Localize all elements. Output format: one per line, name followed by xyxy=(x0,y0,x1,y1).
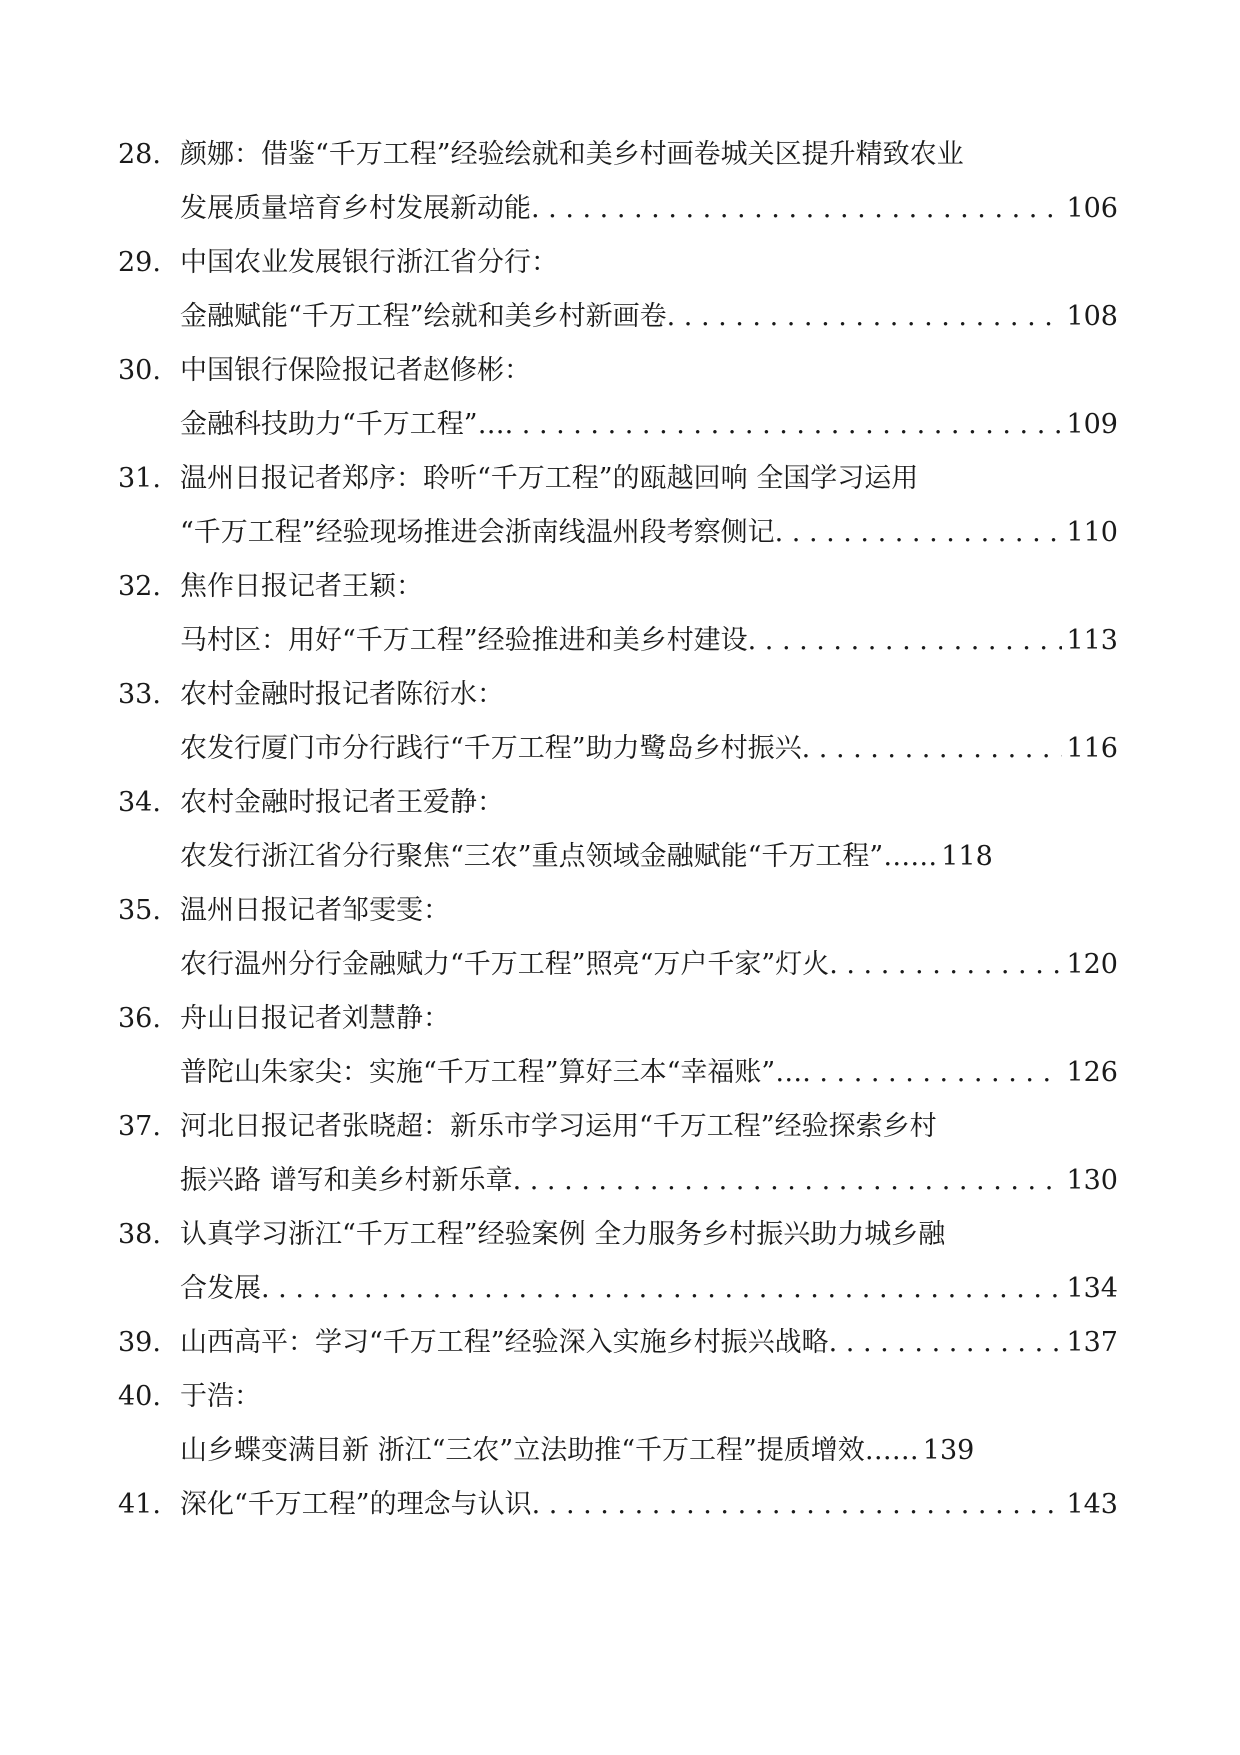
toc-number: 39. xyxy=(118,1327,161,1358)
toc-line xyxy=(118,938,1118,992)
toc-entry[interactable] xyxy=(118,668,1118,776)
toc-entry[interactable] xyxy=(118,992,1118,1100)
toc-entry[interactable] xyxy=(118,344,1118,452)
toc-title: 合发展 xyxy=(180,1273,261,1304)
toc-entry[interactable] xyxy=(118,236,1118,344)
dot-leader xyxy=(532,1478,1063,1532)
toc-line xyxy=(118,506,1118,560)
toc-page-number: 139 xyxy=(922,1435,975,1466)
toc-page-number: 106 xyxy=(1066,193,1118,224)
toc-title: 颜娜：借鉴“千万工程”经验绘就和美乡村画卷城关区提升精致农业 xyxy=(180,139,964,170)
toc-title: 温州日报记者邹雯雯： xyxy=(180,895,450,926)
dot-leader xyxy=(505,398,1063,452)
toc-number: 31. xyxy=(118,463,161,494)
toc-page-number: 108 xyxy=(1066,301,1118,332)
toc-title: 振兴路 谱写和美乡村新乐章 xyxy=(180,1165,513,1196)
toc-page-number: 109 xyxy=(1066,409,1118,440)
toc-page-number: 110 xyxy=(1066,517,1118,548)
toc-entry[interactable] xyxy=(118,1316,1118,1370)
dot-leader xyxy=(513,1154,1063,1208)
toc-line xyxy=(118,290,1118,344)
toc-page-number: 126 xyxy=(1066,1057,1118,1088)
toc-line xyxy=(118,722,1118,776)
toc-title: 山乡蝶变满目新 浙江“三农”立法助推“千万工程”提质增效…… xyxy=(180,1435,919,1466)
toc-page-number: 113 xyxy=(1066,625,1118,656)
toc-title: 普陀山朱家尖：实施“千万工程”算好三本“幸福账”… xyxy=(180,1057,803,1088)
toc-title: 焦作日报记者王颖： xyxy=(180,571,423,602)
toc-title: “千万工程”经验现场推进会浙南线温州段考察侧记 xyxy=(180,517,775,548)
toc-title: 温州日报记者郑序：聆听“千万工程”的瓯越回响 全国学习运用 xyxy=(180,463,919,494)
toc-line xyxy=(118,1046,1118,1100)
toc-title: 山西高平：学习“千万工程”经验深入实施乡村振兴战略 xyxy=(180,1327,829,1358)
toc-line xyxy=(118,1154,1118,1208)
toc-line xyxy=(118,398,1118,452)
toc-line xyxy=(118,344,1118,398)
toc-title: 中国银行保险报记者赵修彬： xyxy=(180,355,531,386)
toc-entry[interactable] xyxy=(118,128,1118,236)
toc-line xyxy=(118,128,1118,182)
toc-line xyxy=(118,614,1118,668)
dot-leader xyxy=(802,722,1063,776)
toc-title: 金融赋能“千万工程”绘就和美乡村新画卷 xyxy=(180,301,667,332)
toc-number: 36. xyxy=(118,1003,161,1034)
toc-line xyxy=(118,992,1118,1046)
toc-title: 马村区：用好“千万工程”经验推进和美乡村建设 xyxy=(180,625,748,656)
toc-page-number: 120 xyxy=(1066,949,1118,980)
toc-number: 33. xyxy=(118,679,161,710)
toc-entry[interactable] xyxy=(118,884,1118,992)
toc-page-number: 137 xyxy=(1066,1327,1118,1358)
toc-line xyxy=(118,1100,1118,1154)
dot-leader xyxy=(748,614,1063,668)
toc-title: 农行温州分行金融赋力“千万工程”照亮“万户千家”灯火 xyxy=(180,949,830,980)
dot-leader xyxy=(531,182,1062,236)
toc-line xyxy=(118,1370,1118,1424)
toc-title: 于浩： xyxy=(180,1381,261,1412)
toc-page-number: 143 xyxy=(1066,1489,1118,1520)
toc-line xyxy=(118,1424,1118,1478)
toc-line xyxy=(118,1208,1118,1262)
table-of-contents xyxy=(118,128,1118,1532)
dot-leader xyxy=(261,1262,1062,1316)
toc-line xyxy=(118,668,1118,722)
toc-line xyxy=(118,236,1118,290)
toc-title: 河北日报记者张晓超：新乐市学习运用“千万工程”经验探索乡村 xyxy=(180,1111,937,1142)
toc-title: 农村金融时报记者陈衍水： xyxy=(180,679,504,710)
toc-line xyxy=(118,1316,1118,1370)
toc-entry[interactable] xyxy=(118,1208,1118,1316)
toc-title: 农村金融时报记者王爱静： xyxy=(180,787,504,818)
toc-number: 29. xyxy=(118,247,161,278)
toc-number: 35. xyxy=(118,895,161,926)
toc-title: 农发行浙江省分行聚焦“三农”重点领域金融赋能“千万工程”…… xyxy=(180,841,938,872)
toc-line xyxy=(118,182,1118,236)
dot-leader xyxy=(829,1316,1063,1370)
toc-title: 中国农业发展银行浙江省分行： xyxy=(180,247,558,278)
toc-number: 34. xyxy=(118,787,161,818)
dot-leader xyxy=(667,290,1063,344)
toc-line xyxy=(118,830,1118,884)
toc-line xyxy=(118,776,1118,830)
toc-entry[interactable] xyxy=(118,1478,1118,1532)
toc-number: 41. xyxy=(118,1489,161,1520)
toc-entry[interactable] xyxy=(118,1100,1118,1208)
toc-title: 深化“千万工程”的理念与认识 xyxy=(180,1489,532,1520)
toc-title: 金融科技助力“千万工程”… xyxy=(180,409,505,440)
toc-number: 38. xyxy=(118,1219,161,1250)
toc-entry[interactable] xyxy=(118,1370,1118,1478)
toc-title: 舟山日报记者刘慧静： xyxy=(180,1003,450,1034)
toc-page-number: 116 xyxy=(1066,733,1118,764)
toc-line xyxy=(118,1262,1118,1316)
toc-line xyxy=(118,1478,1118,1532)
dot-leader xyxy=(802,1046,1062,1100)
toc-page-number: 134 xyxy=(1066,1273,1118,1304)
dot-leader xyxy=(775,506,1063,560)
toc-entry[interactable] xyxy=(118,776,1118,884)
toc-line xyxy=(118,884,1118,938)
toc-number: 40. xyxy=(118,1381,161,1412)
toc-title: 发展质量培育乡村发展新动能 xyxy=(180,193,531,224)
toc-number: 37. xyxy=(118,1111,161,1142)
toc-line xyxy=(118,560,1118,614)
toc-page-number: 130 xyxy=(1066,1165,1118,1196)
toc-page-number: 118 xyxy=(941,841,993,872)
toc-number: 28. xyxy=(118,139,161,170)
toc-entry[interactable] xyxy=(118,452,1118,560)
dot-leader xyxy=(829,938,1062,992)
toc-title: 农发行厦门市分行践行“千万工程”助力鹭岛乡村振兴 xyxy=(180,733,802,764)
toc-line xyxy=(118,452,1118,506)
toc-entry[interactable] xyxy=(118,560,1118,668)
toc-number: 30. xyxy=(118,355,161,386)
toc-title: 认真学习浙江“千万工程”经验案例 全力服务乡村振兴助力城乡融 xyxy=(180,1219,946,1250)
toc-number: 32. xyxy=(118,571,161,602)
